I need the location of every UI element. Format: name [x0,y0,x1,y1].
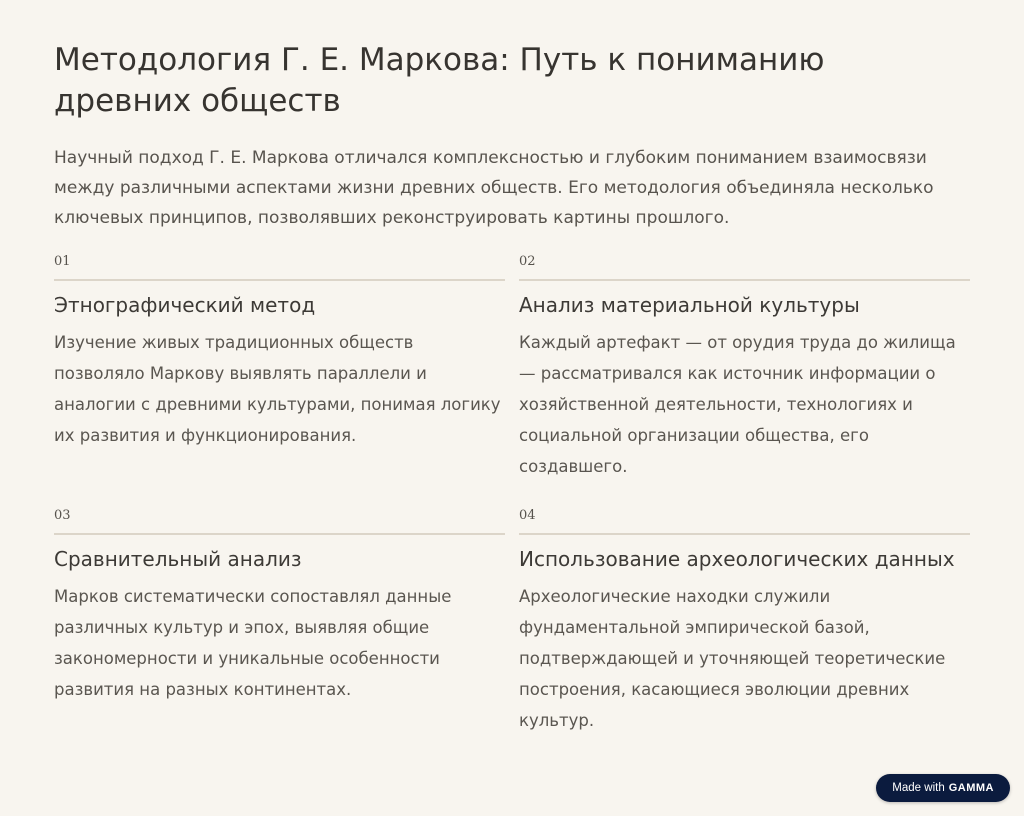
gamma-logo: GAMMA [948,782,994,794]
card-divider [54,279,505,281]
card-ethnographic-method [54,254,505,451]
card-material-culture [519,254,970,482]
card-title: Этнографический метод [54,293,316,317]
page-title: Методология Г. Е. Маркова: Путь к пониманию древних обществ [54,42,825,119]
card-comparative-analysis [54,508,505,705]
card-text: Изучение живых традиционных обществ позволяло Маркову выявлять параллели и аналогии с древними культурами, понимая логику их развития и функционирования. [54,333,501,445]
card-divider [519,533,970,535]
card-divider [54,533,505,535]
card-title: Сравнительный анализ [54,547,302,571]
card-number: 02 [519,254,536,269]
card-divider [519,279,970,281]
card-number: 03 [54,508,71,523]
card-text: Марков систематически сопоставлял данные различных культур и эпох, выявляя общие закономерности и уникальные особенности развития на разных континентах. [54,587,452,699]
card-number: 04 [519,508,536,523]
intro-paragraph: Научный подход Г. Е. Маркова отличался комплексностью и глубоким пониманием взаимосвязи между различными аспектами жизни древних обществ. Его методология объединяла несколько ключевых принципов, позволявших реконструировать картины прошлого. [54,148,934,228]
card-archaeological-data [519,508,970,736]
card-text: Археологические находки служили фундаментальной эмпирической базой, подтверждающей и уточняющей теоретические построения, касающиеся эволюции древних культур. [519,587,946,730]
badge-prefix: Made with [892,782,945,794]
card-title: Анализ материальной культуры [519,293,860,317]
made-with-gamma-badge[interactable] [876,774,1010,802]
card-title: Использование археологических данных [519,547,955,571]
card-text: Каждый артефакт — от орудия труда до жилища — рассматривался как источник информации о хозяйственной деятельности, технологиях и социальной организации общества, его создавшего. [519,333,956,476]
card-number: 01 [54,254,71,269]
